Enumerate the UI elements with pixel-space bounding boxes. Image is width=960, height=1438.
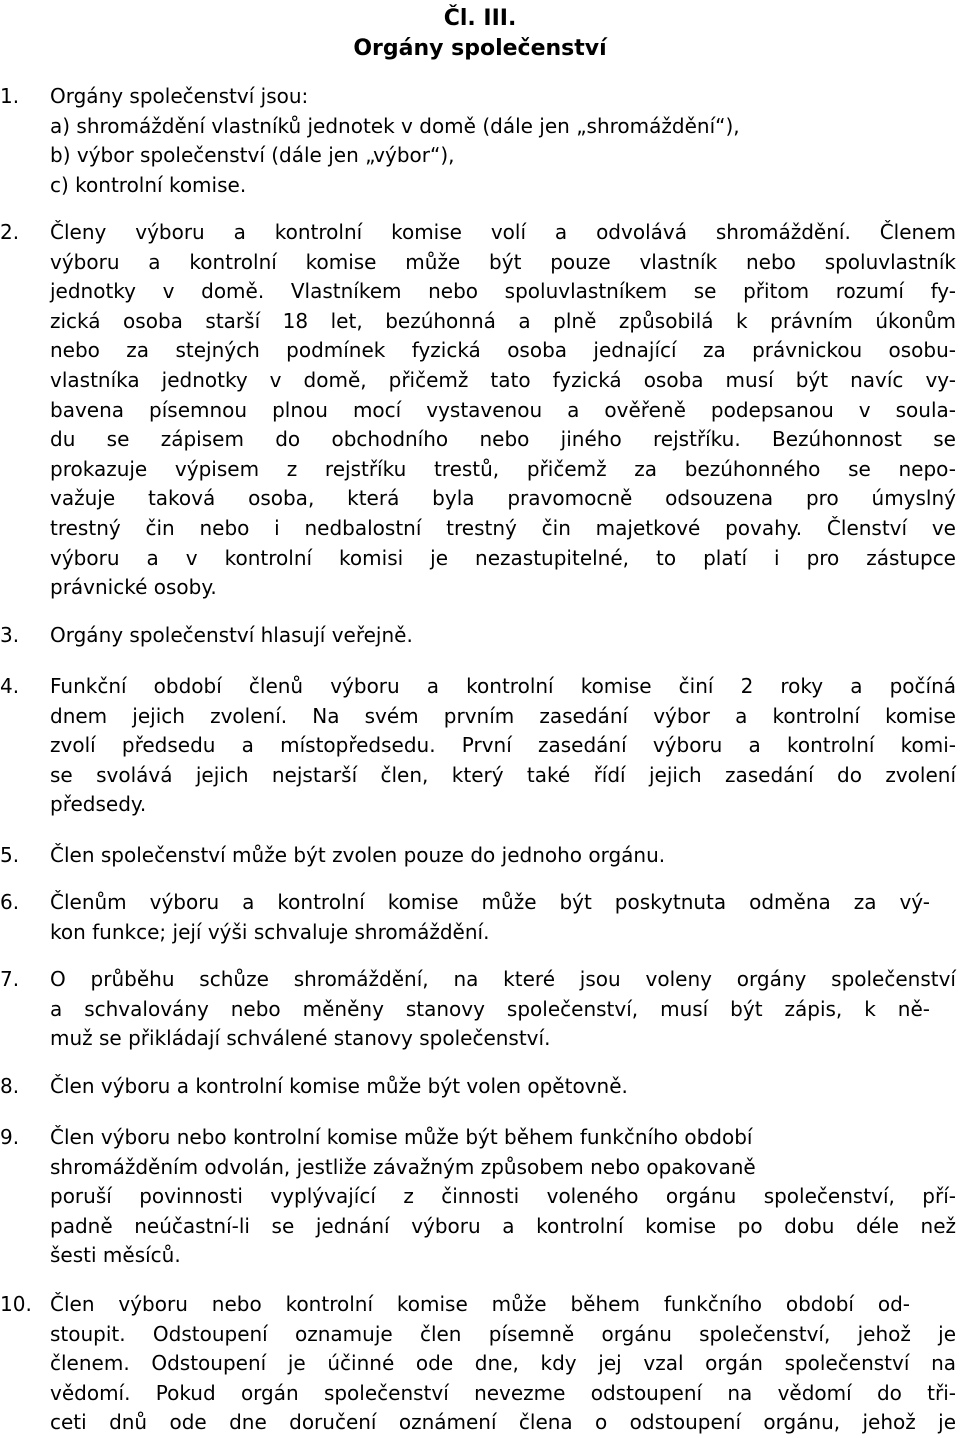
text-line: stoupit. Odstoupení oznamuje člen písemně orgánu společenství, jehož je (50, 1321, 956, 1346)
text-line: Člen společenství může být zvolen pouze do jednoho orgánu. (50, 843, 666, 867)
item-text (50, 82, 956, 200)
sub-item-c: c) kontrolní komise. (50, 172, 247, 197)
item-text (50, 888, 956, 947)
text-line: zvolí předsedu a místopředsedu. První zasedání výboru a kontrolní komi- (50, 733, 956, 758)
item-text (50, 1290, 956, 1438)
item-number: 8. (0, 1074, 20, 1098)
text-line: dnem jejich zvolení. Na svém prvním zasedání výbor a kontrolní komise (50, 703, 956, 728)
text-line: Funkční období členů výboru a kontrolní komise činí 2 roky a počíná (50, 674, 956, 698)
article-title: Orgány společenství (353, 36, 607, 61)
item-number: 7. (0, 967, 20, 991)
text-line: Člen výboru nebo kontrolní komise může během funkčního období od- (50, 1292, 910, 1316)
item-text (50, 621, 956, 651)
text-line: ceti dnů ode dne doručení oznámení člena o odstoupení orgánu, jehož je (50, 1410, 956, 1435)
text-line: členem. Odstoupení je účinné ode dne, kdy jej vzal orgán společenství na (50, 1351, 956, 1376)
text-line: bavena písemnou plnou mocí vystavenou a ověřeně podepsanou v soula- (50, 397, 956, 422)
text-line: Člen výboru nebo kontrolní komise může být během funkčního období (50, 1125, 753, 1149)
text-line: předsedy. (50, 792, 147, 817)
item-number: 5. (0, 843, 20, 867)
sub-item-a: a) shromáždění vlastníků jednotek v domě (dále jen „shromáždění“), (50, 113, 740, 138)
text-line: zická osoba starší 18 let, bezúhonná a plně způsobilá k právním úkonům (50, 308, 956, 333)
text-line: šesti měsíců. (50, 1243, 181, 1268)
item-text (50, 841, 956, 871)
text-line: padně neúčastní-li se jednání výboru a kontrolní komise po dobu déle než (50, 1213, 956, 1238)
item-text (50, 218, 956, 603)
item-text (50, 672, 956, 820)
text-line: shromážděním odvolán, jestliže závažným způsobem nebo opakovaně (50, 1154, 756, 1179)
text-line: Člen výboru a kontrolní komise může být volen opětovně. (50, 1074, 628, 1098)
sub-item-b: b) výbor společenství (dále jen „výbor“), (50, 143, 455, 168)
text-line: nebo za stejných podmínek fyzická osoba jednající za právnickou osobu- (50, 338, 956, 363)
item-text (50, 965, 956, 1054)
text-line: važuje taková osoba, která byla pravomocně odsouzena pro úmyslný (50, 486, 956, 511)
text-line: prokazuje výpisem z rejstříku trestů, přičemž za bezúhonného se nepo- (50, 456, 956, 481)
text-line: kon funkce; její výši schvaluje shromáždění. (50, 919, 490, 944)
text-line: du se zápisem do obchodního nebo jiného rejstříku. Bezúhonnost se (50, 427, 956, 452)
text-line: jednotky v domě. Vlastníkem nebo spoluvlastníkem se přitom rozumí fy- (50, 279, 956, 304)
item-number: 10. (0, 1292, 32, 1316)
article-number: Čl. III. (443, 6, 517, 31)
text-line: a schvalovány nebo měněny stanovy společenství, musí být zápis, k ně- (50, 996, 930, 1021)
text-line: poruší povinnosti vyplývající z činnosti voleného orgánu společenství, pří- (50, 1184, 956, 1209)
text-line: Členům výboru a kontrolní komise může být poskytnuta odměna za vý- (50, 890, 930, 914)
item-number: 9. (0, 1125, 20, 1149)
item-number: 4. (0, 674, 20, 698)
text-line: Orgány společenství hlasují veřejně. (50, 623, 413, 647)
item-number: 1. (0, 84, 20, 108)
text-line: O průběhu schůze shromáždění, na které jsou voleny orgány společenství (50, 967, 956, 991)
item-text (50, 1123, 956, 1271)
text-line: výboru a kontrolní komise může být pouze vlastník nebo spoluvlastník (50, 249, 956, 274)
text-line: právnické osoby. (50, 575, 217, 600)
item-number: 6. (0, 890, 20, 914)
text-line: se svolává jejich nejstarší člen, který také řídí jejich zasedání do zvolení (50, 762, 956, 787)
text-line: vědomí. Pokud orgán společenství nevezme odstoupení na vědomí do tři- (50, 1380, 956, 1405)
text-line: trestný čin nebo i nedbalostní trestný čin majetkové povahy. Členství ve (50, 515, 956, 540)
text-line: Členy výboru a kontrolní komise volí a odvolává shromáždění. Členem (50, 220, 956, 244)
item-text (50, 1072, 956, 1102)
item-number: 2. (0, 220, 20, 244)
text-line: vlastníka jednotky v domě, přičemž tato fyzická osoba musí být navíc vy- (50, 367, 956, 392)
text-line: výboru a v kontrolní komisi je nezastupitelné, to platí i pro zástupce (50, 545, 956, 570)
text-line: Orgány společenství jsou: (50, 84, 309, 108)
text-line: muž se přikládají schválené stanovy společenství. (50, 1026, 551, 1051)
item-number: 3. (0, 623, 20, 647)
